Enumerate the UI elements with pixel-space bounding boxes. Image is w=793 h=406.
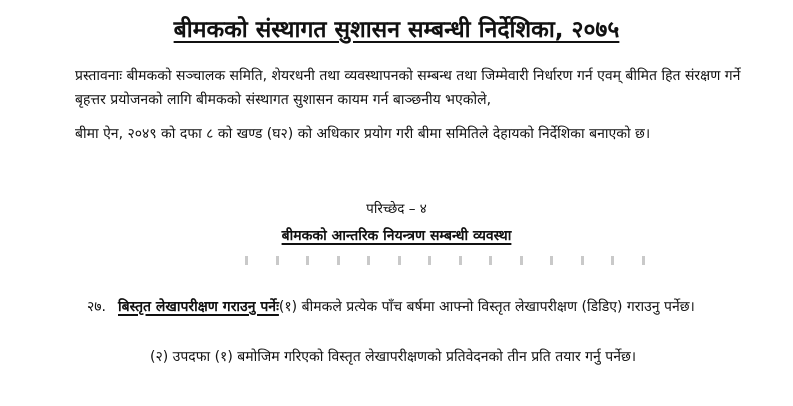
chapter-title-text: बीमकको आन्तरिक नियन्त्रण सम्बन्धी व्यवस्था [281, 228, 512, 244]
document-title [0, 12, 793, 48]
faded-mark [276, 256, 279, 265]
faded-mark [520, 256, 523, 265]
faded-mark [581, 256, 584, 265]
faded-mark [550, 256, 553, 265]
faded-mark [611, 256, 614, 265]
faded-mark [398, 256, 401, 265]
document-title-text: बीमकको संस्थागत सुशासन सम्बन्धी निर्देशिका, २०७५ [173, 17, 620, 43]
faded-mark [428, 256, 431, 265]
chapter-title [0, 225, 793, 247]
clause-body [118, 296, 768, 318]
preamble-paragraph: प्रस्तावनाः बीमकको सञ्चालक समिति, शेयरधनी तथा व्यवस्थापनको सम्बन्ध तथा जिम्मेवारी निर्धारण गर्न एवम् बीमित हित संरक्षण गर्ने बृहत्तर प्रयोजनको लागि बीमकको संस्थागत सुशासन कायम गर्न बाञ्छनीय भएकोले, [75, 68, 741, 108]
faded-mark [337, 256, 340, 265]
clause-heading: बिस्तृत लेखापरीक्षण गराउनु पर्नेः [118, 299, 279, 315]
faded-mark [642, 256, 645, 265]
clause-subsection-2: (२) उपदफा (१) बमोजिम गरिएको विस्तृत लेखापरीक्षणको प्रतिवेदनको तीन प्रति तयार गर्नु पर्नेछ। [150, 349, 637, 365]
clause-subsection-1: (१) बीमकले प्रत्येक पाँच बर्षमा आफ्नो विस्तृत लेखापरीक्षण (डिडिए) गराउनु पर्नेछ। [278, 299, 695, 315]
faded-mark [489, 256, 492, 265]
faded-mark [459, 256, 462, 265]
faded-mark [367, 256, 370, 265]
chapter-label: परिच्छेद – ४ [366, 201, 427, 217]
faded-text-remnant [245, 256, 645, 266]
clause-number: २७. [87, 299, 107, 315]
enactment-paragraph: बीमा ऐन, २०४९ को दफा ८ को खण्ड (घ२) को अधिकार प्रयोग गरी बीमा समितिले देहायको निर्देशिका बनाएको छ। [75, 126, 651, 142]
faded-mark [306, 256, 309, 265]
faded-mark [245, 256, 248, 265]
